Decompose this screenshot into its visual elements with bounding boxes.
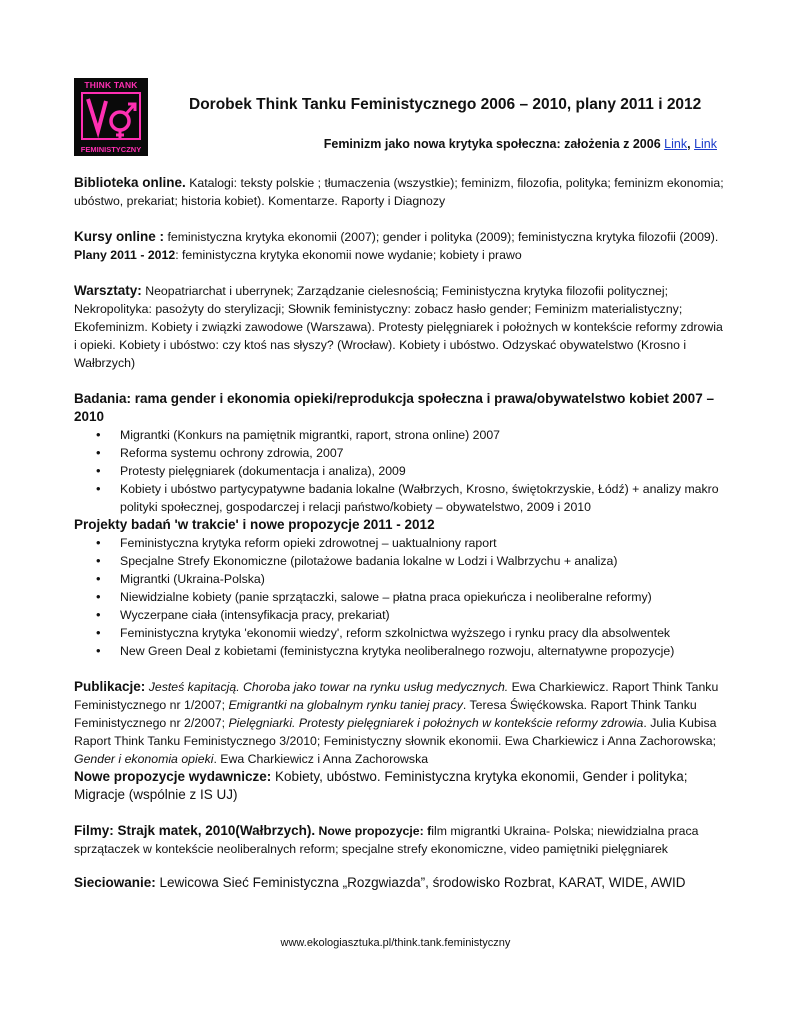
projekty-label: Projekty badań 'w trakcie' i nowe propozycje 2011 - 2012 [74,517,435,532]
kursy-label: Kursy online : [74,229,165,244]
sieciowanie-section [74,874,724,892]
sieciowanie-label: Sieciowanie: [74,875,156,890]
logo-bottom-text: FEMINISTYCZNY [80,145,142,154]
publikacje-label: Publikacje: [74,679,146,694]
propozycje-section [74,768,724,804]
list-item: • Feministyczna krytyka reform opieki zdrowotnej – uaktualniony raport [120,534,724,552]
kursy-plany-text: : feministyczna krytyka ekonomii nowe wydanie; kobiety i prawo [175,248,522,262]
biblioteka-text: Katalogi: teksty polskie ; tłumaczenia (wszystkie); feminizm, filozofia, polityka; feminizm ekonomia; ubóstwo, prekariat; historia kobiet). Komentarze. Raporty i Diagnozy [74,176,724,208]
publikacja-4-text: . Ewa Charkiewicz i Anna Zachorowska [213,752,429,766]
warsztaty-label: Warsztaty: [74,283,142,298]
feminist-symbol-icon [78,91,144,143]
think-tank-logo [74,78,148,156]
badania-list [74,426,724,516]
publikacja-1-text: Ewa Charkiewicz. Raport Think Tanku Feministycznego nr 1/2007; [74,680,719,712]
publikacja-2-text: . Teresa Święćkowska. Raport Think Tanku Feministycznego nr 2/2007; [74,698,697,730]
link-2[interactable]: Link [694,137,717,151]
list-item: • Feministyczna krytyka 'ekonomii wiedzy', reform szkolnictwa wyższego i rynku pracy dla absolwentek [120,624,724,642]
filmy-label: Filmy: Strajk matek, 2010(Wałbrzych). [74,823,316,838]
list-item: • Protesty pielęgniarek (dokumentacja i analiza), 2009 [120,462,724,480]
document-body [74,174,724,892]
list-item: • Migrantki (Konkurs na pamiętnik migrantki, raport, strona online) 2007 [120,426,724,444]
filmy-sub-label: Nowe propozycje: f [315,824,432,838]
list-item: • Kobiety i ubóstwo partycypatywne badania lokalne (Wałbrzych, Krosno, świętokrzyskie, Łódź) + analizy makro polityki społecznej, gospodarczej i relacji państwo/kobiety – obywatelstwo, 2009 i 2010 [120,480,724,516]
publikacja-4-title: Gender i ekonomia opieki [74,752,214,766]
list-item: • Migrantki (Ukraina-Polska) [120,570,724,588]
subtitle-text: Feminizm jako nowa krytyka społeczna: założenia z 2006 [323,137,661,151]
link-1[interactable]: Link [664,137,688,151]
publikacja-3-title: Pielęgniarki. Protesty pielęgniarek i położnych w kontekście reformy zdrowia [228,716,644,730]
page-subtitle [324,137,717,151]
kursy-section [74,228,724,264]
footer-url: www.ekologiasztuka.pl/think.tank.feministyczny [280,937,511,949]
sieciowanie-text: Lewicowa Sieć Feministyczna „Rozgwiazda”, środowisko Rozbrat, KARAT, WIDE, AWID [155,875,686,890]
link-separator: , [687,137,691,151]
kursy-plany-label: Plany 2011 - 2012 [74,248,176,262]
publikacja-2-title: Emigrantki na globalnym rynku taniej pracy [228,698,463,712]
list-item: • Wyczerpane ciała (intensyfikacja pracy, prekariat) [120,606,724,624]
filmy-section [74,822,724,858]
list-item: • Niewidzialne kobiety (panie sprzątaczki, salowe – płatna praca opiekuńcza i neoliberalne reformy) [120,588,724,606]
badania-label: Badania: rama gender i ekonomia opieki/reprodukcja społeczna i prawa/obywatelstwo kobiet 2007 – 2010 [74,391,714,424]
propozycje-label: Nowe propozycje wydawnicze: [74,769,272,784]
publikacja-3-text: . Julia Kubisa Raport Think Tanku Feministycznego 3/2010; Feministyczny słownik ekonomii. Ewa Charkiewicz i Anna Zachorowska; [74,716,717,748]
publikacja-1-title: Jesteś kapitacją. Choroba jako towar na rynku usług medycznych. [148,680,509,694]
page-title: Dorobek Think Tanku Feministycznego 2006 – 2010, plany 2011 i 2012 [189,96,702,113]
biblioteka-section [74,174,724,210]
filmy-text: ilm migrantki Ukraina- Polska; niewidzialna praca sprzątaczek w kontekście neoliberalnych reform; specjalne strefy ekonomiczne, video pamiętniki pielęgniarek [74,824,699,856]
list-item: • New Green Deal z kobietami (feministyczna krytyka neoliberalnego rozwoju, alternatywne propozycje) [120,642,724,660]
biblioteka-label: Biblioteka online. [74,175,186,190]
propozycje-text: Kobiety, ubóstwo. Feministyczna krytyka ekonomii, Gender i polityka; Migracje (wspólnie z IS UJ) [74,769,688,802]
kursy-text: feministyczna krytyka ekonomii (2007); gender i polityka (2009); feministyczna krytyka filozofii (2009). [167,230,719,244]
warsztaty-section [74,282,724,372]
warsztaty-text: Neopatriarchat i uberrynek; Zarządzanie cielesnością; Feministyczna krytyka filozofii politycznej; Nekropolityka: pasożyty do sterylizacji; Słownik feministyczny: zobacz hasło gender; Feminizm materialistyczny; Ekofeminizm. Kobiety i związki zawodowe (Warszawa). Protesty pielęgniarek i położnych w kontekście reformy zdrowia i opieki. Kobiety i ubóstwo: czy ktoś nas słyszy? (Wrocław). Kobiety i ubóstwo. Odzyskać obywatelstwo (Krosno i Wałbrzych) [74,284,723,370]
list-item: • Specjalne Strefy Ekonomiczne (pilotażowe badania lokalne w Lodzi i Walbrzychu + analiza) [120,552,724,570]
logo-top-text: THINK TANK [84,80,138,90]
projekty-list [74,534,724,660]
list-item: • Reforma systemu ochrony zdrowia, 2007 [120,444,724,462]
publikacje-section [74,678,724,768]
